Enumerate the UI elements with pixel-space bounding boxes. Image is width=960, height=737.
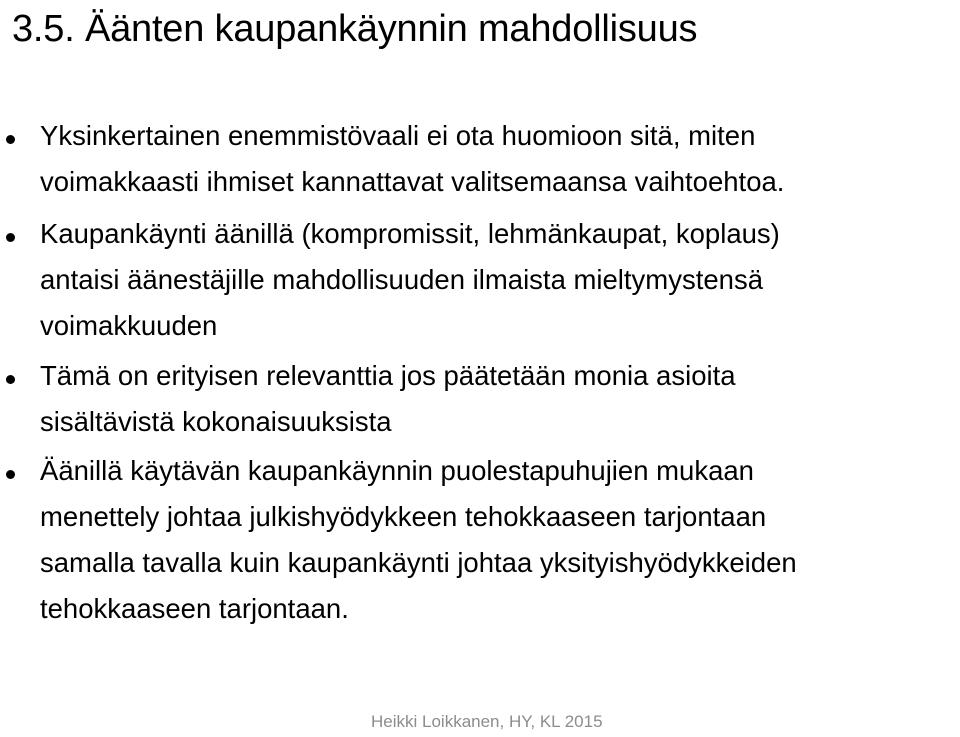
bullet-line: Tämä on erityisen relevanttia jos päätetään monia asioita [40,360,736,391]
bullet-text [40,211,955,349]
bullet-dot-icon [6,233,15,242]
bullet-dot-icon [6,470,15,479]
bullet-text [40,448,955,632]
bullet-line: Yksinkertainen enemmistövaali ei ota huomioon sitä, miten [40,120,756,151]
bullet-line: sisältävistä kokonaisuuksista [40,406,392,437]
bullet-line: Kaupankäynti äänillä (kompromissit, lehmänkaupat, koplaus) [40,218,780,249]
slide-title: 3.5. Äänten kaupankäynnin mahdollisuus [12,8,698,50]
slide-footer: Heikki Loikkanen, HY, KL 2015 [371,712,603,731]
bullet-line: voimakkuuden [40,310,218,341]
bullet-line: menettely johtaa julkishyödykkeen tehokkaaseen tarjontaan [40,501,767,532]
bullet-line: tehokkaaseen tarjontaan. [40,593,349,624]
bullet-line: antaisi äänestäjille mahdollisuuden ilmaista mieltymystensä [40,264,763,295]
bullet-line: voimakkaasti ihmiset kannattavat valitsemaansa vaihtoehtoa. [40,166,785,197]
bullet-dot-icon [6,375,15,384]
bullet-line: Äänillä käytävän kaupankäynnin puolestapuhujien mukaan [40,455,754,486]
bullet-text [40,113,955,205]
bullet-dot-icon [6,135,15,144]
bullet-text [40,353,955,445]
bullet-line: samalla tavalla kuin kaupankäynti johtaa yksityishyödykkeiden [40,547,797,578]
